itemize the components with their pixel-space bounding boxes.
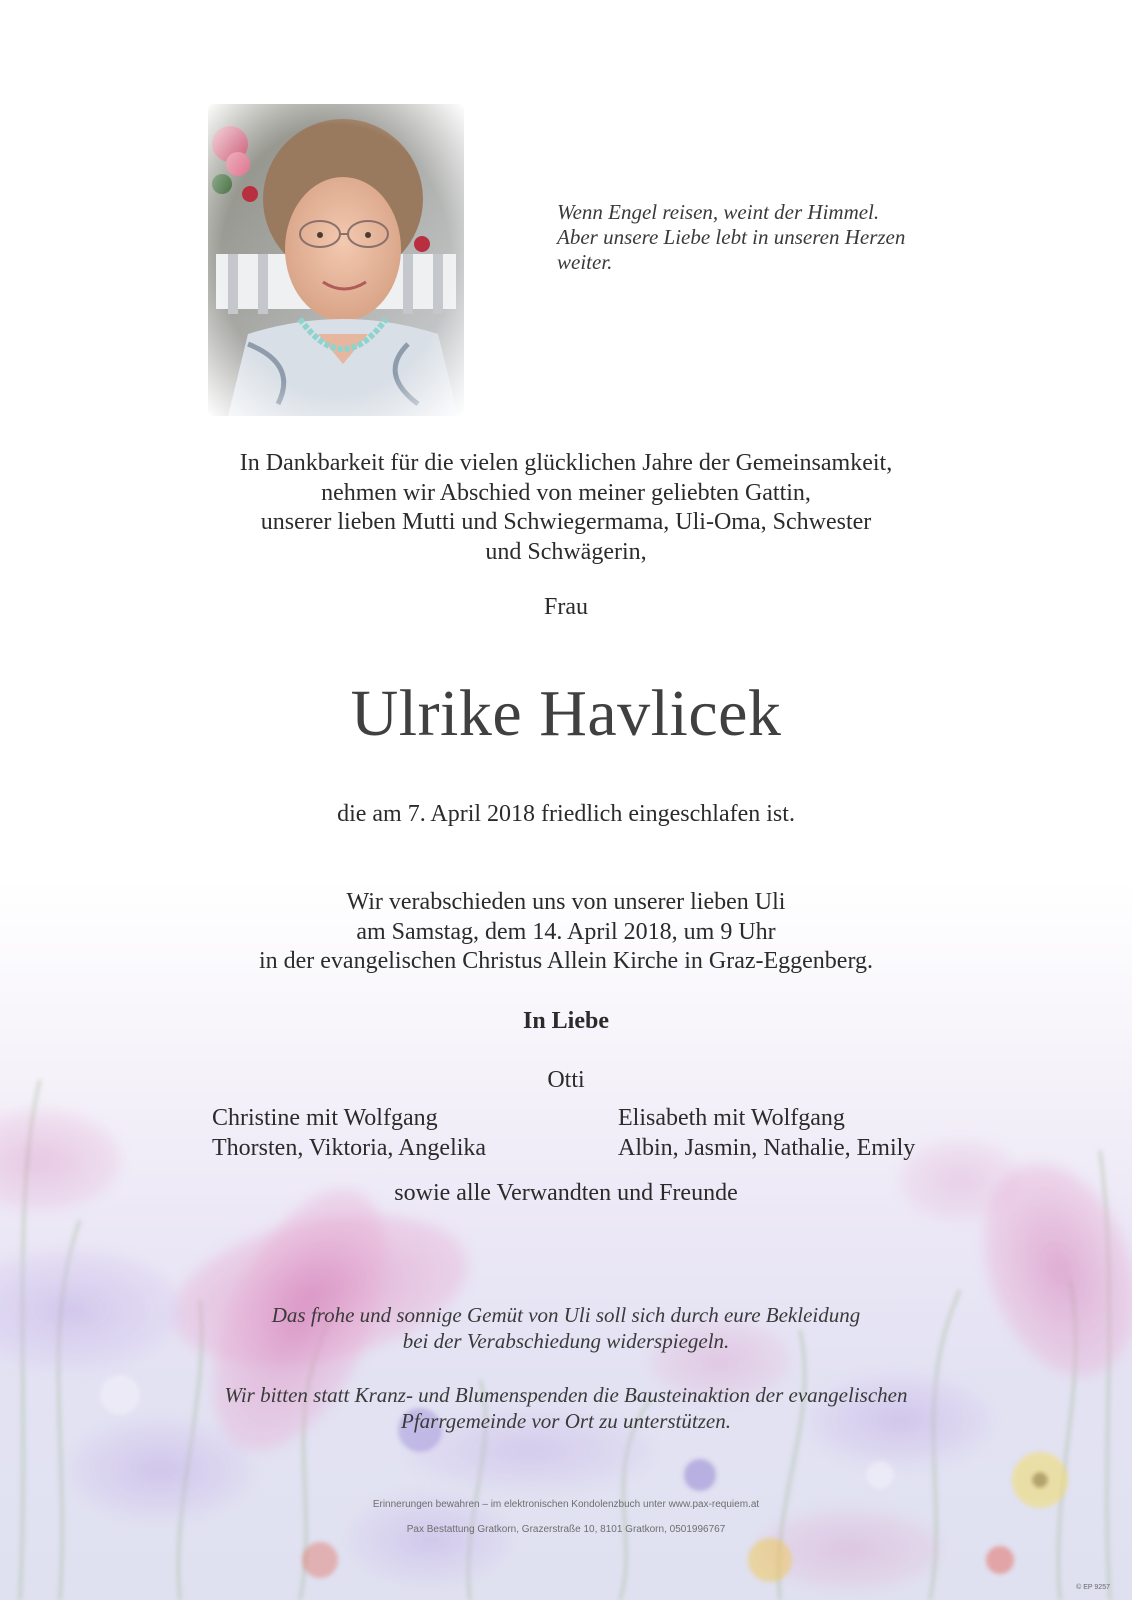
portrait-image bbox=[208, 104, 464, 416]
donation-note bbox=[0, 1383, 1132, 1434]
footer-funeral-home: Pax Bestattung Gratkorn, Grazerstraße 10, 8101 Gratkorn, 0501996767 bbox=[406, 1524, 726, 1535]
in-liebe-heading: In Liebe bbox=[522, 1008, 609, 1034]
dress-code-note bbox=[0, 1303, 1132, 1354]
intro-line: nehmen wir Abschied von meiner geliebten Gattin, bbox=[321, 479, 811, 506]
mourner-spouse: Otti bbox=[547, 1067, 585, 1093]
note-line: Wir bitten statt Kranz- und Blumenspenden die Bausteinaktion der evangelischen bbox=[224, 1383, 908, 1407]
mourners-left-column bbox=[212, 1104, 486, 1163]
note-line: Pfarrgemeinde vor Ort zu unterstützen. bbox=[401, 1408, 731, 1433]
footer-condolence-link: Erinnerungen bewahren – im elektronischen Kondolenzbuch unter www.pax-requiem.at bbox=[372, 1499, 760, 1510]
deceased-name: Ulrike Havlicek bbox=[350, 677, 782, 750]
service-details bbox=[0, 888, 1132, 977]
motto-line: Wenn Engel reisen, weint der Himmel. bbox=[557, 200, 880, 224]
mourners-others: sowie alle Verwandten und Freunde bbox=[394, 1180, 738, 1206]
mourner-line: Christine mit Wolfgang bbox=[212, 1105, 438, 1131]
mourner-line: Thorsten, Viktoria, Angelika bbox=[212, 1134, 487, 1161]
note-line: bei der Verabschiedung widerspiegeln. bbox=[402, 1328, 730, 1353]
service-line: am Samstag, dem 14. April 2018, um 9 Uhr bbox=[356, 918, 776, 945]
mourners-right-column bbox=[618, 1104, 915, 1163]
motto-line: Aber unsere Liebe lebt in unseren Herzen bbox=[557, 225, 906, 249]
motto-quote bbox=[557, 200, 977, 275]
intro-line: unserer lieben Mutti und Schwiegermama, Uli-Oma, Schwester bbox=[260, 509, 872, 535]
portrait-photo bbox=[208, 104, 464, 416]
motto-line: weiter. bbox=[557, 250, 613, 274]
intro-line: und Schwägerin, bbox=[485, 538, 647, 565]
intro-line: In Dankbarkeit für die vielen glücklichen Jahre der Gemeinsamkeit, bbox=[239, 450, 893, 476]
service-line: Wir verabschieden uns von unserer lieben Uli bbox=[346, 889, 786, 915]
note-line: Das frohe und sonnige Gemüt von Uli soll sich durch eure Bekleidung bbox=[271, 1303, 861, 1327]
copyright-mark: © EP 9257 bbox=[1076, 1584, 1110, 1591]
intro-text bbox=[0, 449, 1132, 567]
service-line: in der evangelischen Christus Allein Kirche in Graz-Eggenberg. bbox=[258, 948, 874, 974]
mourner-line: Albin, Jasmin, Nathalie, Emily bbox=[618, 1134, 916, 1161]
salutation: Frau bbox=[544, 594, 588, 620]
mourner-line: Elisabeth mit Wolfgang bbox=[618, 1105, 845, 1131]
death-date-line: die am 7. April 2018 friedlich eingeschlafen ist. bbox=[337, 801, 795, 827]
